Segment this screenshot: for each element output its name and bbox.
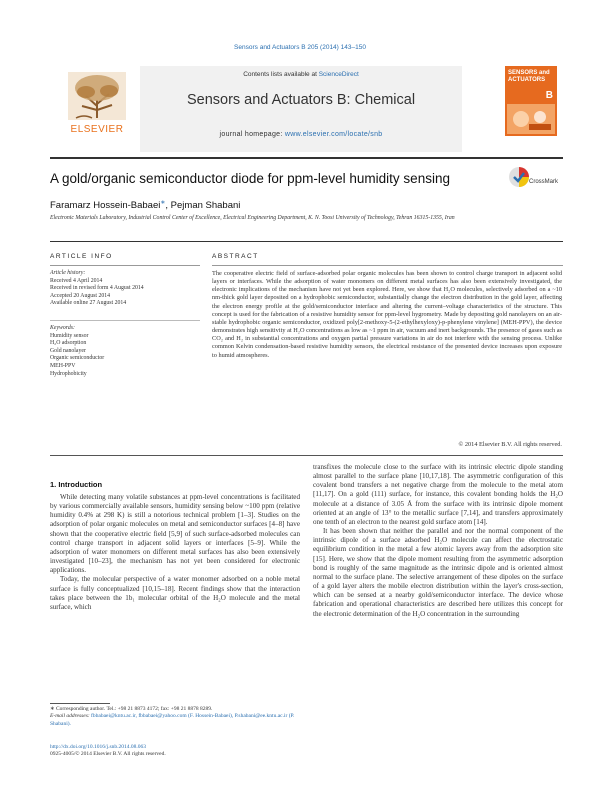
keyword-item: H₂O adsorption bbox=[50, 340, 87, 347]
copyright-notice: © 2014 Elsevier B.V. All rights reserved. bbox=[458, 441, 562, 448]
author-name[interactable]: Faramarz Hossein-Babaei bbox=[50, 200, 161, 212]
journal-homepage bbox=[140, 131, 462, 138]
cover-title: SENSORS and ACTUATORS bbox=[508, 70, 550, 83]
corresponding-author-note: ∗ Corresponding author. Tel.: +98 21 8873 4172; fax: +98 21 8878 8289. bbox=[50, 706, 213, 712]
history-title: Article history: bbox=[50, 270, 86, 276]
history-item: Available online 27 August 2014 bbox=[50, 300, 127, 307]
article-info-heading: ARTICLE INFO bbox=[50, 253, 113, 260]
issn-line: 0925-4005/© 2014 Elsevier B.V. All rights reserved. bbox=[50, 751, 166, 757]
footnote bbox=[50, 706, 300, 728]
doi-link[interactable]: http://dx.doi.org/10.1016/j.snb.2014.08.063 bbox=[50, 744, 147, 750]
abstract-heading: ABSTRACT bbox=[212, 253, 259, 260]
keyword-item: Organic semiconductor bbox=[50, 355, 105, 362]
keywords bbox=[50, 325, 200, 378]
body-rule bbox=[50, 455, 563, 456]
keywords-title: Keywords: bbox=[50, 325, 75, 331]
article-info-rule bbox=[50, 265, 200, 266]
homepage-label: journal homepage: bbox=[219, 131, 285, 138]
article-title: A gold/organic semiconductor diode for ppm-level humidity sensing bbox=[50, 171, 450, 186]
keywords-rule bbox=[50, 320, 200, 321]
cover-letter: B bbox=[545, 90, 553, 101]
contents-line bbox=[140, 71, 462, 78]
journal-cover-image bbox=[505, 66, 557, 136]
crossmark-label[interactable]: CrossMark bbox=[529, 179, 559, 185]
journal-name: Sensors and Actuators B: Chemical bbox=[186, 92, 416, 108]
section-rule bbox=[50, 241, 563, 242]
author-separator: , bbox=[165, 200, 171, 212]
crossmark-icon[interactable] bbox=[507, 165, 531, 189]
abstract-text: The cooperative electric field of surface-adsorbed polar organic molecules has been shown to control charge transport in adjacent solid layers or interfaces. While the adsorption of water monomers on different metal surfaces has also been extensively investigated, the electronic implications of the mechanism have not yet been explored. Here, we show that H₂O molecules, selectively adsorbed on a ~10 nm-thick gold layer deposited on a hydrophobic semiconductor, substantially change the electron distribution in the gold layer, affecting the electron energy profile at the gold/semiconductor interface and altering the current–voltage characteristics of the structure. This concept is used for the fabrication of a resistive humidity sensor for ppm-level hygrometry. Made by depositing gold nanolayers on an air-stable hydrophobic organic semiconductor, oxidized poly[2-methoxy-5-(2-ethylhexyloxy)-p-phenylene vinylene] (MEH-PPV), the device demonstrates high sensitivity at H₂O concentrations as low as ~1 ppm in air, vacuum and inert backgrounds. The presence of gases such as CO₂ and H₂ in substantial concentrations and oxygen partial pressure variations in air do not interfere with the sensing process. Unlike common Kelvin condensation-based resistive humidity sensors, the electrical resistance of the presented device increases upon exposure to humid atmospheres. bbox=[212, 270, 562, 359]
cover-graphic-icon bbox=[507, 104, 555, 134]
body-column-left bbox=[50, 493, 300, 612]
authors bbox=[50, 199, 240, 211]
keyword-item: Gold nanolayer bbox=[50, 347, 86, 354]
email-links[interactable]: fbbabaei@kntu.ac.ir, fbbabaei@yahoo.com (F. Hossein-Babaei), P.shabani@ee.kntu.ac.ir (P. Shabani). bbox=[50, 713, 295, 727]
history-item: Received 4 April 2014 bbox=[50, 277, 103, 284]
header-rule bbox=[50, 157, 563, 159]
running-head[interactable]: Sensors and Actuators B 205 (2014) 143–150 bbox=[234, 44, 366, 51]
keyword-item: Hydrophobicity bbox=[50, 370, 87, 377]
homepage-link[interactable]: www.elsevier.com/locate/snb bbox=[284, 131, 383, 138]
corresponding-mark[interactable]: ∗ bbox=[160, 200, 166, 206]
journal-header-box bbox=[140, 66, 462, 152]
body-paragraph: It has been shown that neither the parallel and nor the normal component of the intrinsic dipole of a surface adsorbed H₂O molecule can affect the electrostatic equilibrium condition in the metal a few atomic layers away from the adsorption site [15]. Here, we show that the dipole moment resulting from the asymmetric adsorption bond is roughly of the same magnitude as the intrinsic dipole and is oriented almost normal to the surface plane. The selective arrangement of these dipoles on the surface of a gold layer alters the mobile electron distribution within the layer's cross-section, which can be sensed at a nearby gold/semiconductor interface. The device whose fabrication and operational characteristics are described here utilizes this concept for the electronic determination of the H₂O concentration in the surrounding bbox=[313, 527, 563, 618]
body-paragraph: transfixes the molecule close to the surface with its intrinsic electric dipole standing almost parallel to the surface plane [10,17,18]. The asymmetric configuration of this covalent bond transfers a net negative charge from the molecule to the metal atom [11,17]. On a gold (111) surface, for instance, this covalent bonding holds the H₂O molecule at a distance of 3.05 Å from the surface with its intrinsic dipole moment oriented at an angle of 13° to the metallic surface [7,14], and transfers approximately one tenth of an electron to the nearest gold surface atom [14]. bbox=[313, 463, 563, 526]
footnote-rule bbox=[50, 703, 110, 704]
author-name[interactable]: Pejman Shabani bbox=[170, 200, 241, 212]
affiliation: Electronic Materials Laboratory, Industrial Control Center of Excellence, Electrical Engineering Department, K. N. Toosi University of Technology, Tehran 16315-1355, Iran bbox=[50, 215, 455, 221]
email-label: E-mail addresses: bbox=[50, 713, 90, 720]
publisher-name: ELSEVIER bbox=[70, 124, 124, 135]
abstract-rule bbox=[212, 265, 563, 266]
section-heading: 1. Introduction bbox=[50, 480, 103, 489]
body-paragraph: While detecting many volatile substances at ppm-level concentrations is facilitated by various commercially available sensors, humidity sensing below ~100 ppm (relative humidity 0.4% at 298 K) is still a notorious technical problem [1–3]. Studies on the adsorption of polar organic molecules on metal and semiconductor surfaces [4–8] have shown that the cooperative electric field [5,9] of such surface-adsorbed molecules can control charge transport in adjacent solid layers or interfaces [5–9]. While the adsorption of water monomers on different metal surfaces has also been extensively investigated [10–23], the mechanism has not yet been considered for electronic applications. bbox=[50, 493, 300, 575]
article-history bbox=[50, 270, 200, 308]
keyword-item: Humidity sensor bbox=[50, 332, 89, 339]
contents-prefix: Contents lists available at bbox=[243, 71, 319, 78]
body-column-right bbox=[313, 463, 563, 619]
keyword-item: MEH-PPV bbox=[50, 362, 76, 369]
sciencedirect-link[interactable]: ScienceDirect bbox=[318, 71, 359, 78]
history-item: Accepted 20 August 2014 bbox=[50, 292, 111, 299]
history-item: Received in revised form 4 August 2014 bbox=[50, 285, 144, 292]
body-paragraph: Today, the molecular perspective of a water monomer adsorbed on a noble metal surface is fully conceptualized [10,15–18]. Recent findings show that the interaction takes place between the 1b₁ molecular orbital of the H₂O molecule and the metal surface, which bbox=[50, 575, 300, 611]
email-note bbox=[50, 713, 300, 728]
